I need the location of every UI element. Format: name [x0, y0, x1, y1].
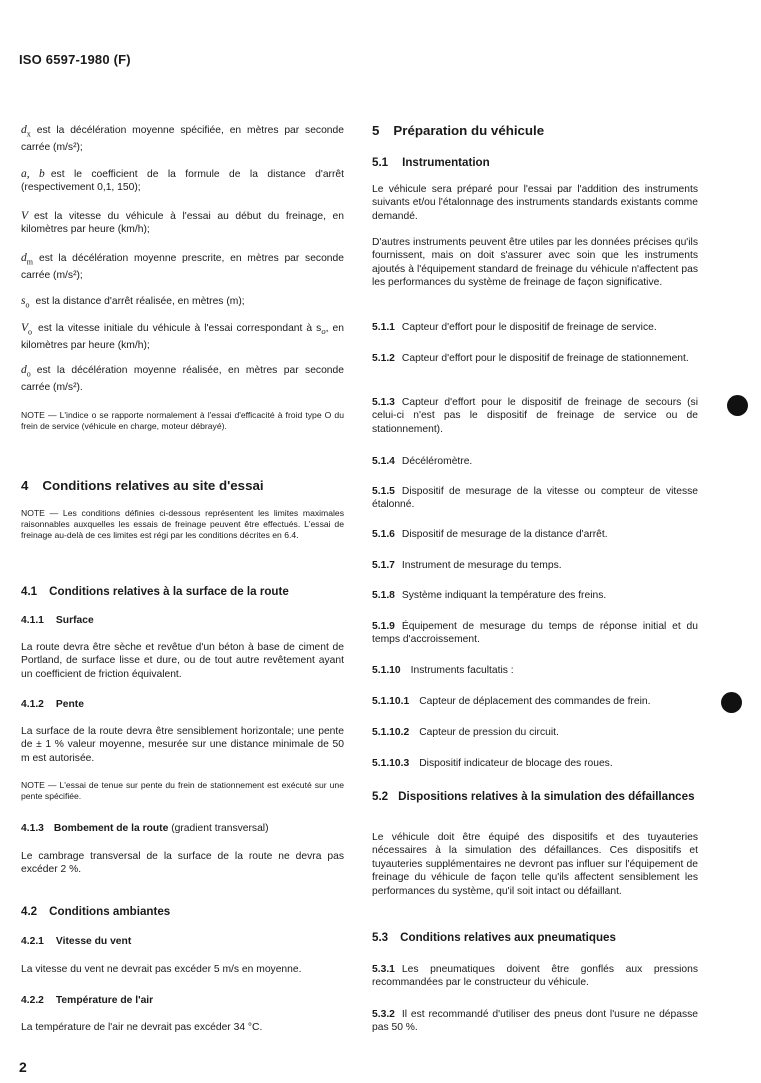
item-5-1-8: 5.1.8 Système indiquant la température des freins. — [372, 590, 607, 601]
section-5-1-heading: 5.1 Instrumentation — [372, 156, 490, 169]
section-5-2-heading: 5.2 Dispositions relatives à la simulation des défaillances — [372, 790, 695, 803]
item-5-1-10-3: 5.1.10.3 Dispositif indicateur de blocage des roues. — [372, 758, 613, 769]
note-conditions: NOTE — Les conditions définies ci-dessous représentent les limites maximales raisonnables auxquelles les essais de freinage peuvent être effectués. L'essai de freinage au-delà de ces limites est régi par les conditions décrites en 6.4. — [21, 508, 344, 541]
item-5-1-5: 5.1.5 Dispositif de mesurage de la vitesse ou compteur de vitesse étalonné. — [372, 486, 698, 511]
item-5-1-6: 5.1.6 Dispositif de mesurage de la distance d'arrêt. — [372, 529, 608, 540]
paragraph-5-3-2: 5.3.2 Il est recommandé d'utiliser des pneus dont l'usure ne dépasse pas 50 %. — [372, 1009, 698, 1034]
item-5-1-10-1: 5.1.10.1 Capteur de déplacement des commandes de frein. — [372, 696, 651, 707]
paragraph-4-1-2: La surface de la route devra être sensiblement horizontale; une pente de ± 1 % valeur moyenne, mesurée sur une distance minimale de 50 m est autorisée. — [21, 726, 344, 764]
paragraph-5-1-a: Le véhicule sera préparé pour l'essai par l'addition des instruments suivants et/ou l'étalonnage des instruments standards existants comme demandé. — [372, 184, 698, 222]
section-4-heading: 4 Conditions relatives au site d'essai — [21, 478, 264, 493]
note-index-o: NOTE — L'indice o se rapporte normalement à l'essai d'efficacité à froid type O du frein de service (véhicule en charge, moteur débrayé). — [21, 410, 344, 432]
paragraph-4-2-1: La vitesse du vent ne devrait pas excéder 5 m/s en moyenne. — [21, 964, 302, 975]
paragraph-5-1-b: D'autres instruments peuvent être utiles par les données précises qu'ils fournissent, mais on doit s'assurer avec soin que les instruments ajoutés à l'équipement standard de freinage du véhicule n'affectent pas les performances du système de freinage de façon significative. — [372, 237, 698, 289]
definition-do: $d_o$ est la décélération moyenne réalisée, en mètres par seconde carrée (m/s²). — [21, 364, 344, 393]
definition-so: $s_o$ est la distance d'arrêt réalisée, en mètres (m); — [21, 295, 245, 310]
paragraph-5-3-1: 5.3.1 Les pneumatiques doivent être gonflés aux pressions recommandées par le constructeur du véhicule. — [372, 964, 698, 989]
definition-dm: $d_m$ est la décélération moyenne prescrite, en mètres par seconde carrée (m/s²); — [21, 252, 344, 281]
section-4-1-3-heading: 4.1.3 Bombement de la route (gradient transversal) — [21, 823, 269, 834]
item-5-1-4: 5.1.4 Décéléromètre. — [372, 456, 473, 467]
page-number: 2 — [19, 1059, 27, 1075]
margin-punch-dot — [721, 692, 742, 713]
paragraph-4-2-2: La température de l'air ne devrait pas excéder 34 °C. — [21, 1022, 263, 1033]
paragraph-4-1-1: La route devra être sèche et revêtue d'un béton à base de ciment de Portland, de surface lisse et dure, ou de tout autre revêtement ayant un coefficient de friction équivalent. — [21, 642, 344, 680]
item-5-1-2: 5.1.2 Capteur d'effort pour le dispositif de freinage de stationnement. — [372, 353, 689, 364]
paragraph-4-1-3: Le cambrage transversal de la surface de la route ne devra pas excéder 2 %. — [21, 851, 344, 876]
item-5-1-1: 5.1.1 Capteur d'effort pour le dispositif de freinage de service. — [372, 322, 657, 333]
definition-dx: $d_x$ est la décélération moyenne spécifiée, en mètres par seconde carrée (m/s²); — [21, 124, 344, 153]
item-5-1-9: 5.1.9 Équipement de mesurage du temps de réponse initial et du temps d'accroissement. — [372, 621, 698, 646]
definition-v: V est la vitesse du véhicule à l'essai au début du freinage, en kilomètres par heure (km/h); — [21, 210, 344, 236]
section-4-2-1-heading: 4.2.1 Vitesse du vent — [21, 936, 132, 947]
page-header: ISO 6597-1980 (F) — [19, 52, 131, 67]
paragraph-5-2: Le véhicule doit être équipé des dispositifs et des tuyauteries nécessaires à la simulation des défaillances. Ces dispositifs et tuyauteries supplémentaires ne devront pas influer sur l'équipement de freinage du véhicule de façon telle qu'ils affectent sensiblement les performances du système, qu'il soit intact ou défaillant. — [372, 832, 698, 897]
section-4-2-2-heading: 4.2.2 Température de l'air — [21, 995, 154, 1006]
section-5-heading: 5 Préparation du véhicule — [372, 123, 545, 138]
item-5-1-10-2: 5.1.10.2 Capteur de pression du circuit. — [372, 727, 559, 738]
section-4-1-1-heading: 4.1.1 Surface — [21, 615, 94, 626]
item-5-1-7: 5.1.7 Instrument de mesurage du temps. — [372, 560, 562, 571]
item-5-1-3: 5.1.3 Capteur d'effort pour le dispositif de freinage de secours (si celui-ci n'est pas le dispositif de freinage de service ou de stationnement). — [372, 397, 698, 435]
definition-vo: $V_o$ est la vitesse initiale du véhicule à l'essai correspondant à $s_o$, en kilomètres par heure (km/h); — [21, 322, 344, 351]
note-slope: NOTE — L'essai de tenue sur pente du frein de stationnement est exécuté sur une pente spécifiée. — [21, 780, 344, 802]
item-5-1-10: 5.1.10 Instruments facultatis : — [372, 665, 514, 676]
section-4-1-heading: 4.1 Conditions relatives à la surface de la route — [21, 585, 289, 598]
section-4-1-2-heading: 4.1.2 Pente — [21, 699, 84, 710]
section-5-3-heading: 5.3 Conditions relatives aux pneumatiques — [372, 931, 616, 944]
margin-punch-dot — [727, 395, 748, 416]
section-4-2-heading: 4.2 Conditions ambiantes — [21, 905, 171, 918]
definition-ab: a, b est le coefficient de la formule de la distance d'arrêt (respectivement 0,1, 150); — [21, 168, 344, 194]
